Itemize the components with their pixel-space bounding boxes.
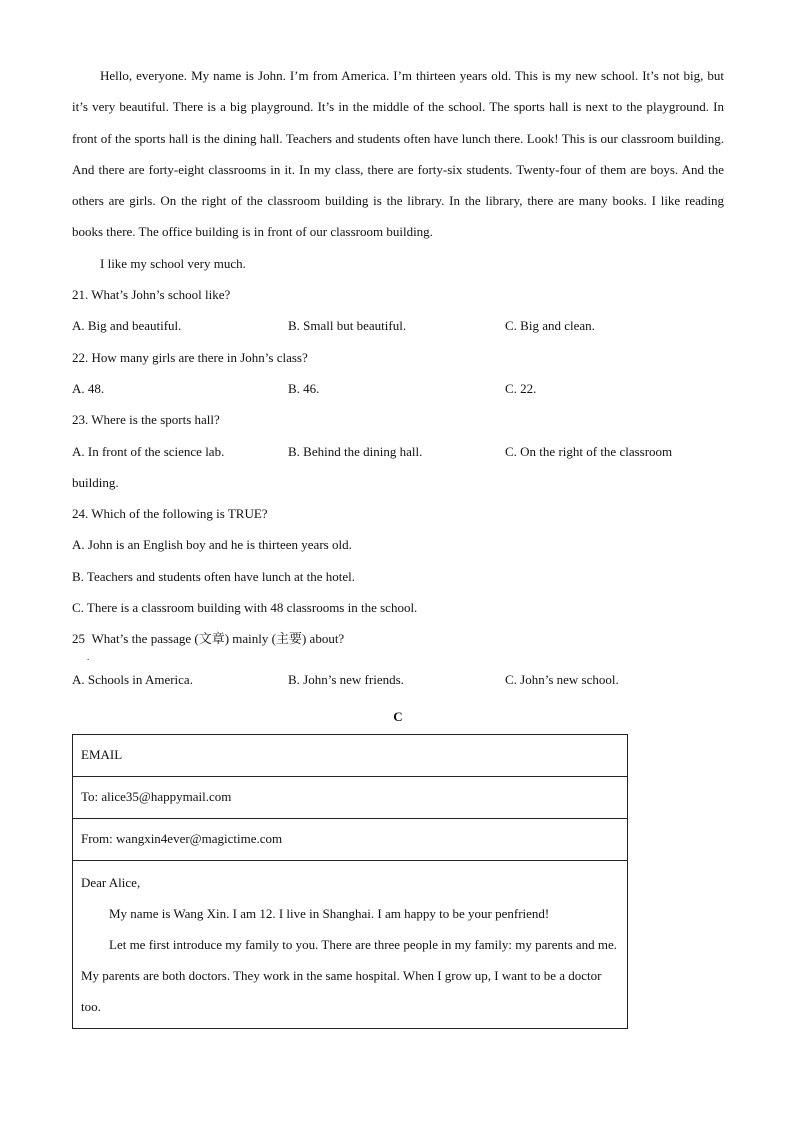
question-25-stem [72,623,724,664]
email-table [72,734,628,1029]
question-24-stem: 24. Which of the following is TRUE? [72,506,268,522]
option-c: C. John’s new school. [505,672,619,688]
option-a: A. Big and beautiful. [72,318,182,334]
question-25-text: What’s the passage (文章) mainly (主要) about? [91,631,345,647]
option-a: A. 48. [72,380,105,396]
option-b: B. 46. [288,380,320,396]
option-a: A. In front of the science lab. [72,443,225,459]
option-c: C. On the right of the classroom [505,443,673,459]
question-23-stem: 23. Where is the sports hall? [72,412,220,428]
question-25-options [72,664,724,695]
passage-paragraph-2: I like my school very much. [100,255,246,271]
reading-passage [72,60,724,279]
email-line-2: Let me first introduce my family to you. There are three people in my family: my parents and me. My parents are both doctors. They work in the same hospital. When I grow up, I want to be a doctor too. [81,936,618,1014]
question-21-options [72,310,724,341]
email-body [73,860,628,1028]
section-heading: C [393,708,403,724]
question-22-options [72,373,724,404]
email-title: EMAIL [73,734,628,776]
exam-page [72,60,724,1029]
option-b: B. John’s new friends. [288,672,404,688]
question-25-number: 25 [72,631,85,647]
email-line-1: My name is Wang Xin. I am 12. I live in Shanghai. I am happy to be your penfriend! [109,905,550,921]
passage-paragraph-1: Hello, everyone. My name is John. I’m from America. I’m thirteen years old. This is my new school. It’s not big, but it’s very beautiful. There is a big playground. It’s in the middle of the school. The sports hall is next to the playground. In front of the sports hall is the dining hall. Teachers and students often have lunch there. Look! This is our classroom building. And there are forty-eight classrooms in it. In my class, there are forty-six students. Twenty-four of them are boys. And the others are girls. On the right of the classroom building is the library. In the library, there are many books. I like reading books there. The office building is in front of our classroom building. [72,68,724,240]
question-21-stem: 21. What’s John’s school like? [72,287,231,303]
option-c: C. There is a classroom building with 48 classrooms in the school. [72,600,418,616]
option-b: B. Small but beautiful. [288,318,407,334]
email-greeting: Dear Alice, [81,874,141,890]
email-to: To: alice35@happymail.com [73,776,628,818]
question-22-stem: 22. How many girls are there in John’s class? [72,349,308,365]
question-23-options [72,436,724,467]
option-b: B. Teachers and students often have lunch at the hotel. [72,568,355,584]
option-c-continuation: building. [72,474,119,490]
option-c: C. 22. [505,380,537,396]
option-a: A. John is an English boy and he is thirteen years old. [72,537,352,553]
question-25-dot: . [87,652,90,663]
option-a: A. Schools in America. [72,672,193,688]
option-b: B. Behind the dining hall. [288,443,423,459]
email-from: From: wangxin4ever@magictime.com [73,818,628,860]
option-c: C. Big and clean. [505,318,595,334]
